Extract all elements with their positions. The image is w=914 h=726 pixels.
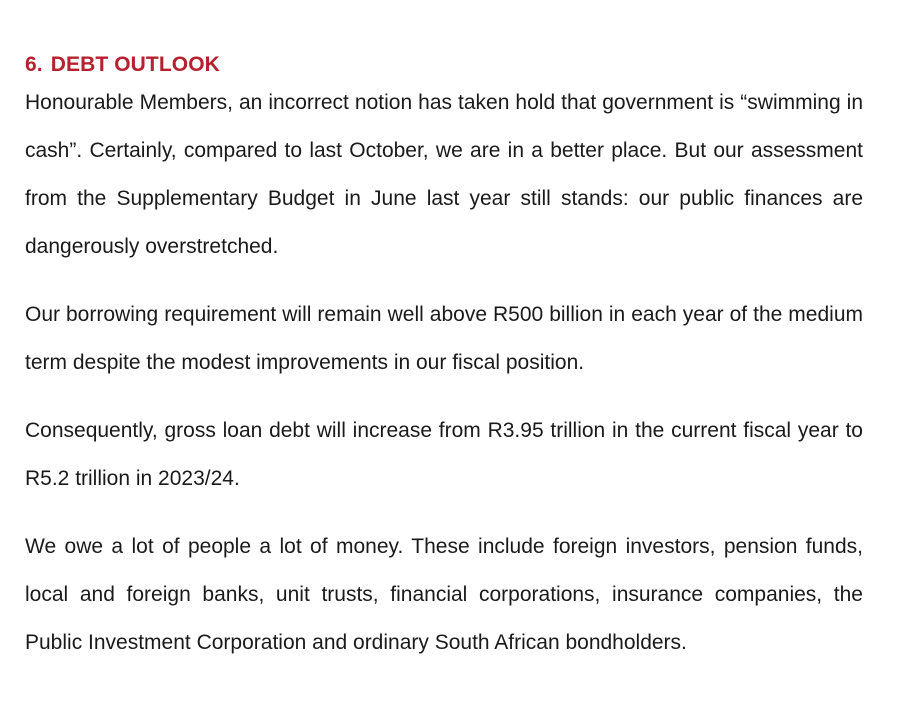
section-title: DEBT OUTLOOK — [50, 53, 220, 76]
section-heading — [25, 51, 863, 79]
paragraph-creditors: We owe a lot of people a lot of money. These include foreign investors, pension funds, local and foreign banks, unit trusts, financial corporations, insurance companies, the Public Investment Corporation and ordinary South African bondholders. — [25, 535, 863, 654]
paragraph-gross-loan-debt: Consequently, gross loan debt will increase from R3.95 trillion in the current fiscal year to R5.2 trillion in 2023/24. — [25, 419, 863, 490]
section-number: 6. — [25, 53, 43, 76]
paragraph-swimming-in-cash: Honourable Members, an incorrect notion has taken hold that government is “swimming in cash”. Certainly, compared to last October, we are in a better place. But our assessment from the Supplementary Budget in June last year still stands: our public finances are dangerously overstretched. — [25, 91, 863, 258]
paragraph-borrowing-requirement: Our borrowing requirement will remain well above R500 billion in each year of the medium term despite the modest improvements in our fiscal position. — [25, 303, 863, 374]
document-page — [25, 51, 863, 667]
